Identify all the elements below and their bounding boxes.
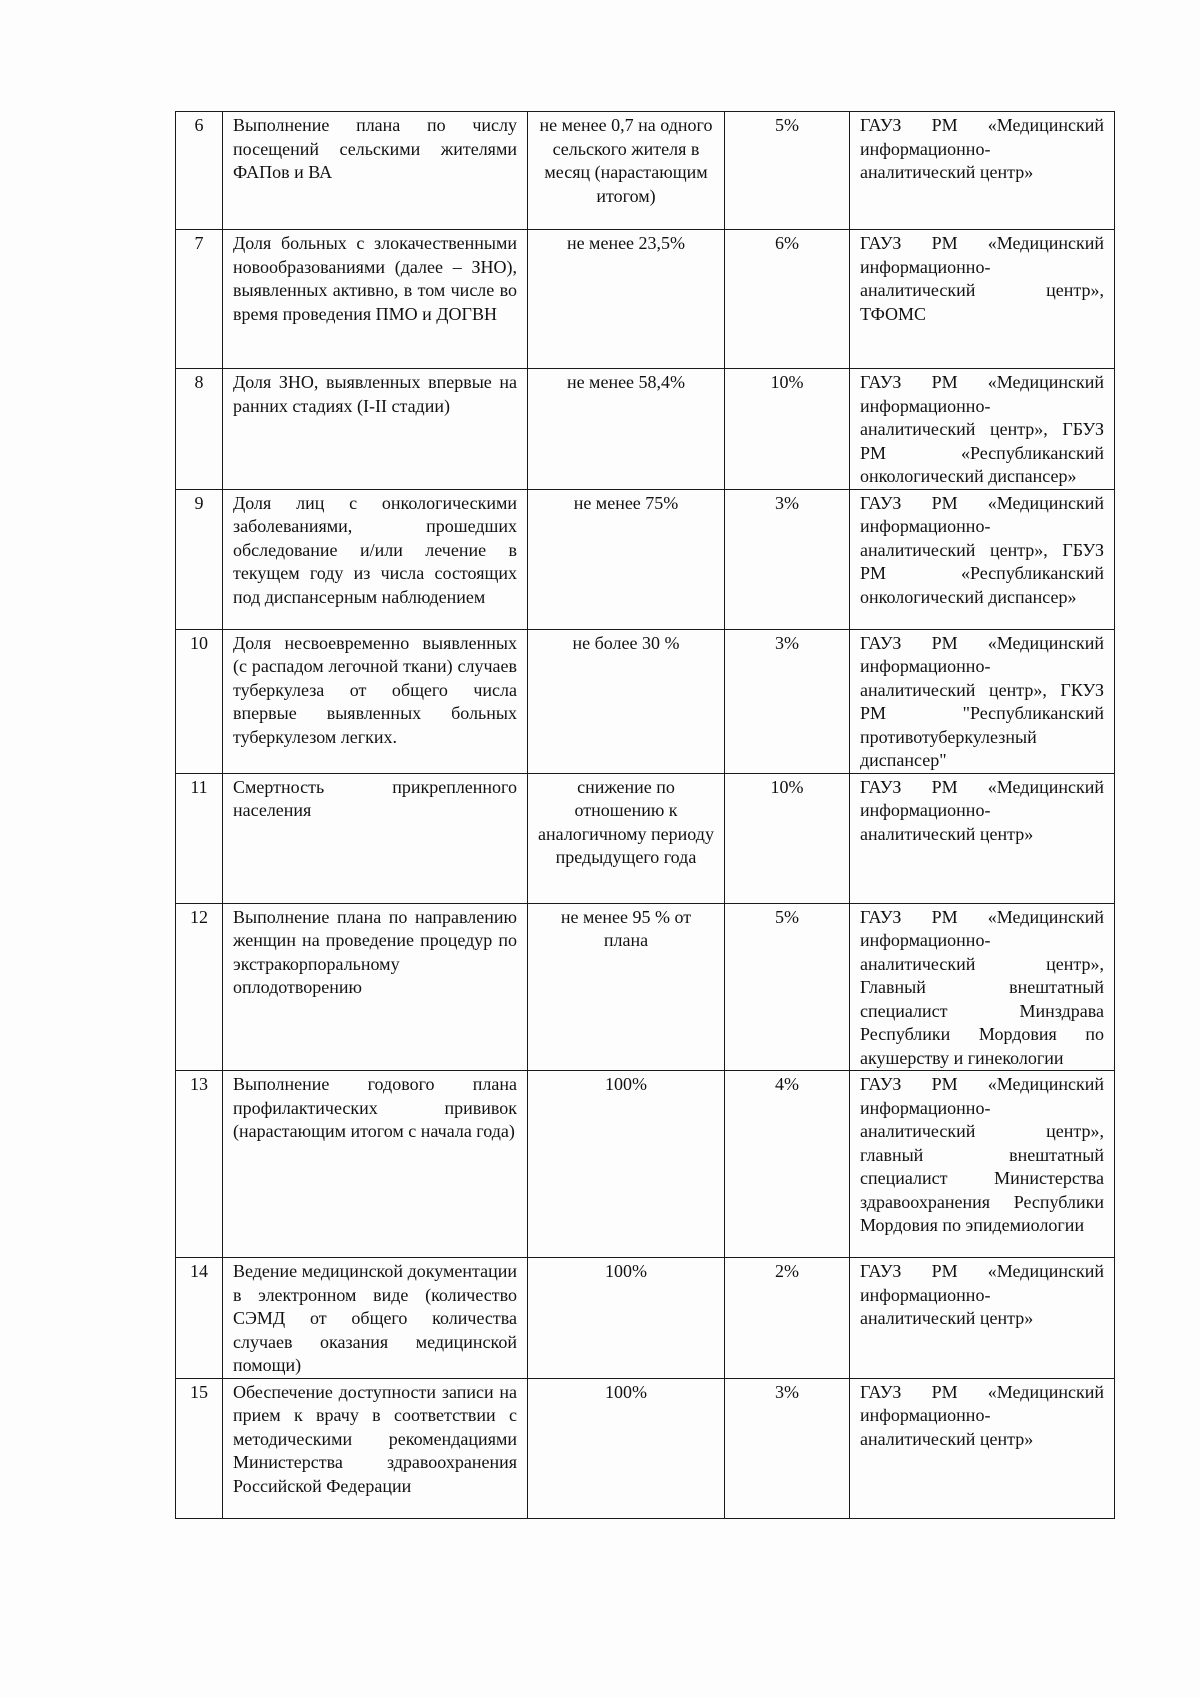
weight-percent: 5% [725,112,850,230]
data-source: ГАУЗ РМ «Медицинский информационно-аналитический центр», Главный внештатный специалист Минздрава Республики Мордовия по акушерству и гинекологии [850,903,1115,1071]
data-source: ГАУЗ РМ «Медицинский информационно-аналитический центр» [850,773,1115,903]
indicator-name: Выполнение плана по числу посещений сельскими жителями ФАПов и ВА [223,112,528,230]
data-source: ГАУЗ РМ «Медицинский информационно-аналитический центр», ГКУЗ РМ "Республиканский противотуберкулезный диспансер" [850,629,1115,773]
row-number: 9 [176,489,223,629]
table-row [176,112,1115,230]
row-number: 8 [176,369,223,490]
target-value: 100% [528,1258,725,1379]
data-source: ГАУЗ РМ «Медицинский информационно-аналитический центр» [850,1258,1115,1379]
weight-percent: 4% [725,1071,850,1258]
indicators-table [175,111,1115,1519]
target-value: 100% [528,1378,725,1518]
weight-percent: 10% [725,369,850,490]
target-value: не менее 58,4% [528,369,725,490]
row-number: 10 [176,629,223,773]
row-number: 13 [176,1071,223,1258]
indicator-name: Обеспечение доступности записи на прием к врачу в соответствии с методическими рекомендациями Министерства здравоохранения Российской Федерации [223,1378,528,1518]
weight-percent: 2% [725,1258,850,1379]
indicator-name: Доля ЗНО, выявленных впервые на ранних стадиях (I-II стадии) [223,369,528,490]
data-source: ГАУЗ РМ «Медицинский информационно-аналитический центр» [850,112,1115,230]
row-number: 15 [176,1378,223,1518]
weight-percent: 3% [725,1378,850,1518]
indicator-name: Ведение медицинской документации в электронном виде (количество СЭМД от общего количества случаев оказания медицинской помощи) [223,1258,528,1379]
target-value: не менее 95 % от плана [528,903,725,1071]
target-value: не менее 0,7 на одного сельского жителя в месяц (нарастающим итогом) [528,112,725,230]
weight-percent: 3% [725,629,850,773]
row-number: 11 [176,773,223,903]
weight-percent: 6% [725,230,850,369]
data-source: ГАУЗ РМ «Медицинский информационно-аналитический центр», главный внештатный специалист Министерства здравоохранения Республики Мордовия по эпидемиологии [850,1071,1115,1258]
table-row [176,773,1115,903]
target-value: не более 30 % [528,629,725,773]
indicator-name: Выполнение плана по направлению женщин на проведение процедур по экстракорпоральному оплодотворению [223,903,528,1071]
indicator-name: Выполнение годового плана профилактических прививок (нарастающим итогом с начала года) [223,1071,528,1258]
data-source: ГАУЗ РМ «Медицинский информационно-аналитический центр» [850,1378,1115,1518]
table-row [176,230,1115,369]
indicator-name: Доля несвоевременно выявленных (с распадом легочной ткани) случаев туберкулеза от общего числа впервые выявленных больных туберкулезом легких. [223,629,528,773]
weight-percent: 10% [725,773,850,903]
target-value: не менее 75% [528,489,725,629]
weight-percent: 3% [725,489,850,629]
target-value: 100% [528,1071,725,1258]
table-row [176,489,1115,629]
indicator-name: Смертность прикрепленного населения [223,773,528,903]
table-row [176,629,1115,773]
target-value: снижение по отношению к аналогичному периоду предыдущего года [528,773,725,903]
row-number: 12 [176,903,223,1071]
table-row [176,1378,1115,1518]
data-source: ГАУЗ РМ «Медицинский информационно-аналитический центр», ГБУЗ РМ «Республиканский онкологический диспансер» [850,489,1115,629]
table-row [176,1071,1115,1258]
row-number: 7 [176,230,223,369]
data-source: ГАУЗ РМ «Медицинский информационно-аналитический центр», ГБУЗ РМ «Республиканский онкологический диспансер» [850,369,1115,490]
row-number: 14 [176,1258,223,1379]
table-row [176,1258,1115,1379]
weight-percent: 5% [725,903,850,1071]
target-value: не менее 23,5% [528,230,725,369]
data-source: ГАУЗ РМ «Медицинский информационно-аналитический центр», ТФОМС [850,230,1115,369]
row-number: 6 [176,112,223,230]
table-row [176,903,1115,1071]
table-row [176,369,1115,490]
indicator-name: Доля лиц с онкологическими заболеваниями, прошедших обследование и/или лечение в текущем году из числа состоящих под диспансерным наблюдением [223,489,528,629]
indicator-name: Доля больных с злокачественными новообразованиями (далее – ЗНО), выявленных активно, в том числе во время проведения ПМО и ДОГВН [223,230,528,369]
